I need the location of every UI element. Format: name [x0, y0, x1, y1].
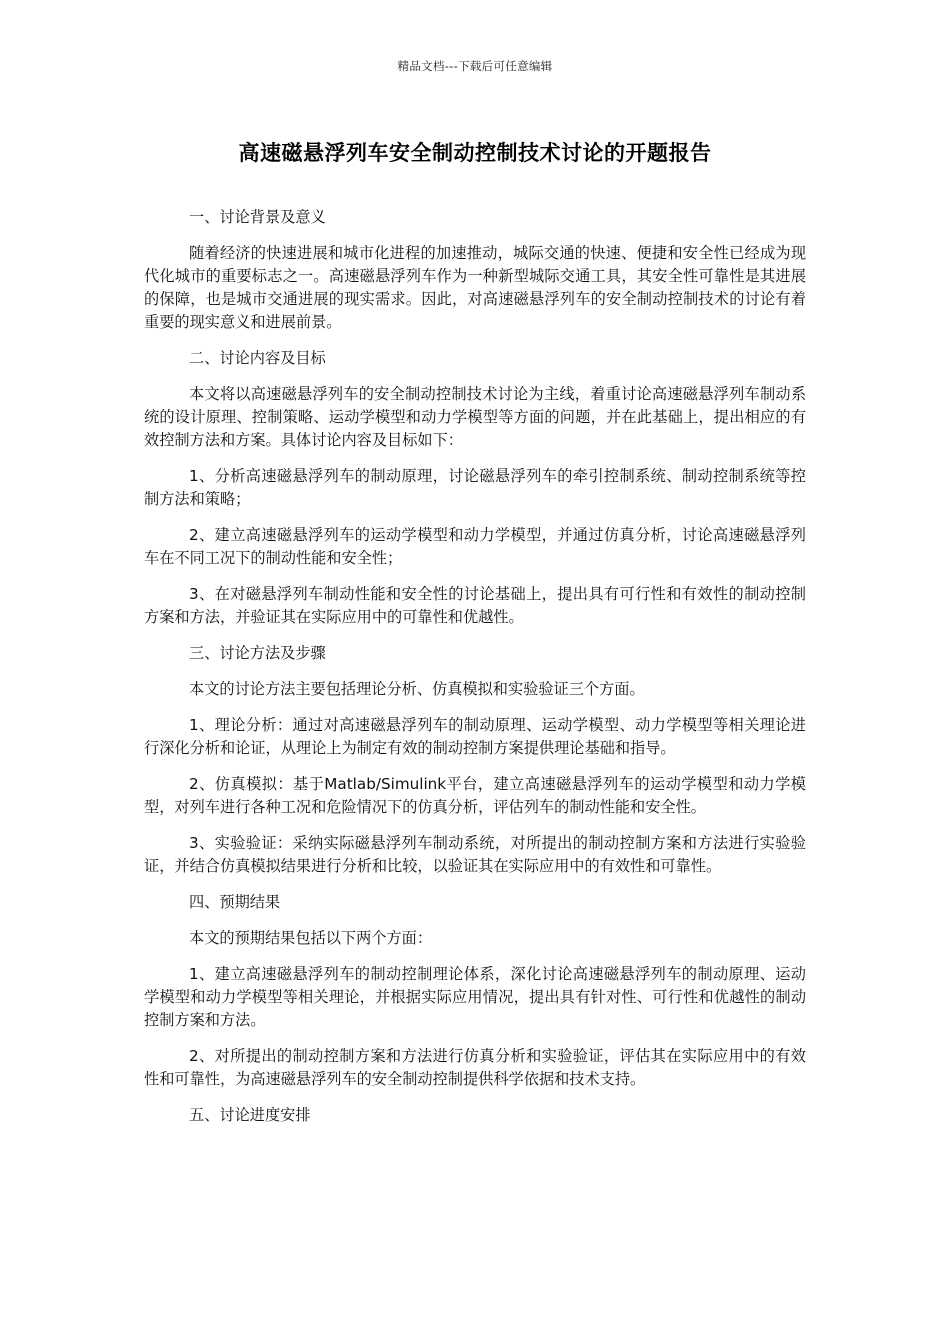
paragraph-results-intro: 本文的预期结果包括以下两个方面：: [189, 929, 432, 947]
paragraph-method-3: 3、实验验证：采纳实际磁悬浮列车制动系统，对所提出的制动控制方案和方法进行实验验证，并结合仿真模拟结果进行分析和比较，以验证其在实际应用中的有效性和可靠性。: [144, 834, 806, 875]
page-header-watermark: 精品文档---下载后可任意编辑: [397, 59, 553, 73]
paragraph-methods-intro: 本文的讨论方法主要包括理论分析、仿真模拟和实验验证三个方面。: [189, 680, 645, 698]
section-heading-expected-results: 四、预期结果: [189, 893, 281, 911]
section-heading-schedule: 五、讨论进度安排: [189, 1106, 311, 1124]
paragraph-content-intro: 本文将以高速磁悬浮列车的安全制动控制技术讨论为主线，着重讨论高速磁悬浮列车制动系统的设计原理、控制策略、运动学模型和动力学模型等方面的问题，并在此基础上，提出相应的有效控制方法和方案。具体讨论内容及目标如下：: [144, 385, 806, 449]
section-heading-content-goals: 二、讨论内容及目标: [189, 349, 326, 367]
paragraph-result-1: 1、建立高速磁悬浮列车的制动控制理论体系，深化讨论高速磁悬浮列车的制动原理、运动学模型和动力学模型等相关理论，并根据实际应用情况，提出具有针对性、可行性和优越性的制动控制方案和方法。: [144, 965, 806, 1029]
paragraph-result-2: 2、对所提出的制动控制方案和方法进行仿真分析和实验验证，评估其在实际应用中的有效性和可靠性，为高速磁悬浮列车的安全制动控制提供科学依据和技术支持。: [144, 1047, 806, 1088]
document-body: [144, 206, 806, 1140]
section-heading-background: 一、讨论背景及意义: [189, 208, 326, 226]
paragraph-method-1: 1、理论分析：通过对高速磁悬浮列车的制动原理、运动学模型、动力学模型等相关理论进行深化分析和论证，从理论上为制定有效的制动控制方案提供理论基础和指导。: [144, 716, 806, 757]
paragraph-goal-2: 2、建立高速磁悬浮列车的运动学模型和动力学模型，并通过仿真分析，讨论高速磁悬浮列车在不同工况下的制动性能和安全性；: [144, 526, 806, 567]
paragraph-goal-3: 3、在对磁悬浮列车制动性能和安全性的讨论基础上，提出具有可行性和有效性的制动控制方案和方法，并验证其在实际应用中的可靠性和优越性。: [144, 585, 806, 626]
paragraph-background: 随着经济的快速进展和城市化进程的加速推动，城际交通的快速、便捷和安全性已经成为现代化城市的重要标志之一。高速磁悬浮列车作为一种新型城际交通工具，其安全性可靠性是其进展的保障，也是城市交通进展的现实需求。因此，对高速磁悬浮列车的安全制动控制技术的讨论有着重要的现实意义和进展前景。: [144, 244, 806, 331]
section-heading-methods: 三、讨论方法及步骤: [189, 644, 326, 662]
document-title: 高速磁悬浮列车安全制动控制技术讨论的开题报告: [238, 141, 712, 165]
paragraph-method-2: 2、仿真模拟：基于Matlab/Simulink平台，建立高速磁悬浮列车的运动学模型和动力学模型，对列车进行各种工况和危险情况下的仿真分析，评估列车的制动性能和安全性。: [144, 775, 806, 816]
paragraph-goal-1: 1、分析高速磁悬浮列车的制动原理，讨论磁悬浮列车的牵引控制系统、制动控制系统等控制方法和策略；: [144, 467, 806, 508]
